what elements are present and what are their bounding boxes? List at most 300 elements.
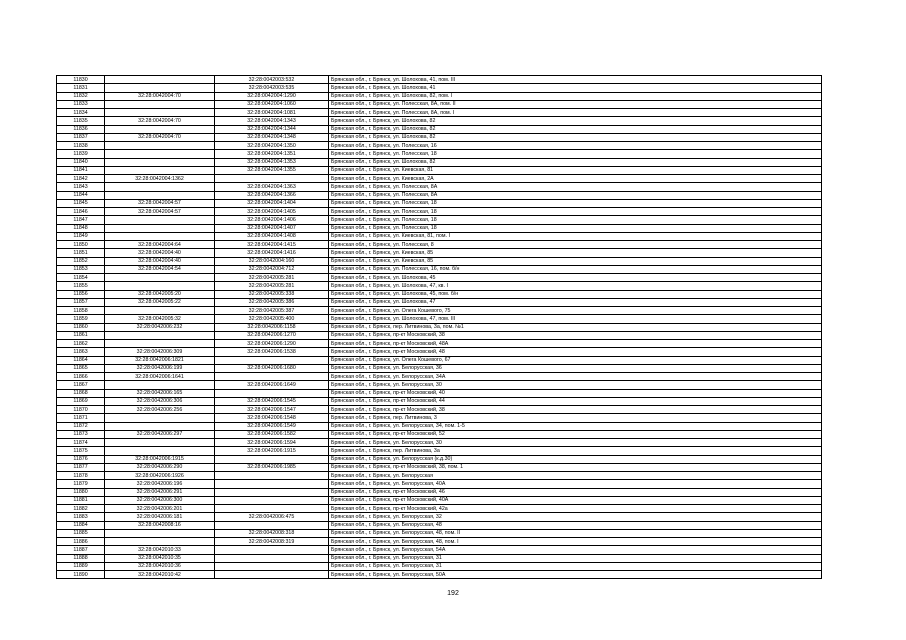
row-number-cell: 11841 — [57, 166, 105, 174]
row-number-cell: 11863 — [57, 348, 105, 356]
new-cadastral-number-cell — [215, 521, 329, 529]
new-cadastral-number-cell: 32:28:0042006:1915 — [215, 447, 329, 455]
table-row — [57, 166, 822, 174]
old-cadastral-number-cell: 32:28:0042006:181 — [105, 513, 215, 521]
old-cadastral-number-cell — [105, 158, 215, 166]
old-cadastral-number-cell — [105, 150, 215, 158]
old-cadastral-number-cell: 32:28:0042006:1915 — [105, 455, 215, 463]
new-cadastral-number-cell: 32:28:0042004:1344 — [215, 125, 329, 133]
table-row — [57, 92, 822, 100]
new-cadastral-number-cell: 32:28:0042006:1158 — [215, 323, 329, 331]
table-row — [57, 84, 822, 92]
row-number-cell: 11871 — [57, 414, 105, 422]
new-cadastral-number-cell: 32:28:0042004:1343 — [215, 117, 329, 125]
address-cell: Брянская обл., г. Брянск, ул. Киевская, 81, пом. I — [329, 232, 822, 240]
table-row — [57, 554, 822, 562]
old-cadastral-number-cell — [105, 331, 215, 339]
table-row — [57, 364, 822, 372]
address-cell: Брянская обл., г. Брянск, ул. Киевская, 2А — [329, 175, 822, 183]
address-cell: Брянская обл., г. Брянск, ул. Шолохова, 82 — [329, 158, 822, 166]
address-cell: Брянская обл., г. Брянск, ул. Белорусская, 48, пом. I — [329, 538, 822, 546]
row-number-cell: 11884 — [57, 521, 105, 529]
table-row — [57, 133, 822, 141]
row-number-cell: 11838 — [57, 142, 105, 150]
table-row — [57, 109, 822, 117]
new-cadastral-number-cell: 32:28:0042004:1351 — [215, 150, 329, 158]
old-cadastral-number-cell: 32:28:0042005:22 — [105, 298, 215, 306]
row-number-cell: 11870 — [57, 406, 105, 414]
row-number-cell: 11855 — [57, 282, 105, 290]
table-row — [57, 496, 822, 504]
new-cadastral-number-cell: 32:28:0042003:535 — [215, 84, 329, 92]
row-number-cell: 11881 — [57, 496, 105, 504]
table-row — [57, 117, 822, 125]
table-row — [57, 274, 822, 282]
row-number-cell: 11869 — [57, 397, 105, 405]
address-cell: Брянская обл., г. Брянск, ул. Белорусская, 30 — [329, 381, 822, 389]
table-row — [57, 257, 822, 265]
row-number-cell: 11873 — [57, 430, 105, 438]
old-cadastral-number-cell — [105, 422, 215, 430]
table-row — [57, 430, 822, 438]
old-cadastral-number-cell — [105, 232, 215, 240]
table-row — [57, 389, 822, 397]
table-row — [57, 125, 822, 133]
new-cadastral-number-cell: 32:28:0042005:281 — [215, 274, 329, 282]
row-number-cell: 11887 — [57, 546, 105, 554]
address-cell: Брянская обл., г. Брянск, ул. Полесская, 18 — [329, 150, 822, 158]
row-number-cell: 11849 — [57, 232, 105, 240]
old-cadastral-number-cell: 32:28:0042006:199 — [105, 364, 215, 372]
old-cadastral-number-cell: 32:28:0042006:297 — [105, 430, 215, 438]
table-row — [57, 373, 822, 381]
address-cell: Брянская обл., г. Брянск, ул. Белорусская, 48, пом. II — [329, 529, 822, 537]
new-cadastral-number-cell: 32:28:0042006:1594 — [215, 439, 329, 447]
table-row — [57, 142, 822, 150]
table-row — [57, 480, 822, 488]
table-row — [57, 331, 822, 339]
row-number-cell: 11862 — [57, 340, 105, 348]
old-cadastral-number-cell: 32:28:0042006:300 — [105, 496, 215, 504]
address-cell: Брянская обл., г. Брянск, ул. Белорусская, 54А — [329, 546, 822, 554]
new-cadastral-number-cell — [215, 562, 329, 570]
table-row — [57, 183, 822, 191]
row-number-cell: 11874 — [57, 439, 105, 447]
old-cadastral-number-cell: 32:28:0042006:232 — [105, 323, 215, 331]
new-cadastral-number-cell: 32:28:0042006:1985 — [215, 463, 329, 471]
new-cadastral-number-cell: 32:28:0042005:281 — [215, 282, 329, 290]
table-row — [57, 447, 822, 455]
new-cadastral-number-cell: 32:28:0042004:1405 — [215, 208, 329, 216]
address-cell: Брянская обл., г. Брянск, пр-кт Московский, 40А — [329, 496, 822, 504]
old-cadastral-number-cell — [105, 447, 215, 455]
row-number-cell: 11853 — [57, 265, 105, 273]
new-cadastral-number-cell: 32:28:0042005:386 — [215, 298, 329, 306]
new-cadastral-number-cell: 32:28:0042004:1407 — [215, 224, 329, 232]
new-cadastral-number-cell: 32:28:0042006:1547 — [215, 406, 329, 414]
address-cell: Брянская обл., г. Брянск, ул. Шолохова, 41 — [329, 84, 822, 92]
row-number-cell: 11845 — [57, 199, 105, 207]
new-cadastral-number-cell: 32:28:0042006:1545 — [215, 397, 329, 405]
row-number-cell: 11876 — [57, 455, 105, 463]
address-cell: Брянская обл., г. Брянск, ул. Полесская, 18 — [329, 216, 822, 224]
table-row — [57, 76, 822, 84]
table-row — [57, 463, 822, 471]
table-row — [57, 472, 822, 480]
address-cell: Брянская обл., г. Брянск, ул. Шолохова, 82, пом. I — [329, 92, 822, 100]
old-cadastral-number-cell: 32:28:0042006:165 — [105, 389, 215, 397]
address-cell: Брянская обл., г. Брянск, ул. Белорусская, 34А — [329, 373, 822, 381]
row-number-cell: 11843 — [57, 183, 105, 191]
new-cadastral-number-cell — [215, 546, 329, 554]
address-cell: Брянская обл., г. Брянск, пр-кт Московский, 38, пом. 1 — [329, 463, 822, 471]
table-row — [57, 397, 822, 405]
new-cadastral-number-cell — [215, 496, 329, 504]
new-cadastral-number-cell: 32:28:0042005:387 — [215, 307, 329, 315]
old-cadastral-number-cell — [105, 100, 215, 108]
table-row — [57, 282, 822, 290]
address-cell: Брянская обл., г. Брянск, ул. Шолохова, 82 — [329, 125, 822, 133]
old-cadastral-number-cell — [105, 125, 215, 133]
address-cell: Брянская обл., г. Брянск, пр-кт Московский, 48 — [329, 348, 822, 356]
row-number-cell: 11879 — [57, 480, 105, 488]
address-cell: Брянская обл., г. Брянск, ул. Белорусская, 32 — [329, 513, 822, 521]
table-row — [57, 406, 822, 414]
new-cadastral-number-cell — [215, 480, 329, 488]
old-cadastral-number-cell: 32:28:0042004:70 — [105, 117, 215, 125]
address-cell: Брянская обл., г. Брянск, ул. Киевская, 85 — [329, 249, 822, 257]
table-row — [57, 521, 822, 529]
row-number-cell: 11875 — [57, 447, 105, 455]
table-row — [57, 208, 822, 216]
old-cadastral-number-cell: 32:28:0042008:16 — [105, 521, 215, 529]
row-number-cell: 11890 — [57, 571, 105, 579]
row-number-cell: 11877 — [57, 463, 105, 471]
old-cadastral-number-cell: 32:28:0042006:1641 — [105, 373, 215, 381]
row-number-cell: 11842 — [57, 175, 105, 183]
old-cadastral-number-cell: 32:28:0042004:1362 — [105, 175, 215, 183]
row-number-cell: 11832 — [57, 92, 105, 100]
address-cell: Брянская обл., г. Брянск, пер. Литвинова, 3 — [329, 414, 822, 422]
row-number-cell: 11885 — [57, 529, 105, 537]
row-number-cell: 11886 — [57, 538, 105, 546]
row-number-cell: 11878 — [57, 472, 105, 480]
new-cadastral-number-cell: 32:28:0042004:160 — [215, 257, 329, 265]
row-number-cell: 11861 — [57, 331, 105, 339]
table-row — [57, 191, 822, 199]
old-cadastral-number-cell — [105, 109, 215, 117]
row-number-cell: 11851 — [57, 249, 105, 257]
new-cadastral-number-cell: 32:28:0042004:712 — [215, 265, 329, 273]
old-cadastral-number-cell: 32:28:0042004:70 — [105, 133, 215, 141]
old-cadastral-number-cell: 32:28:0042004:54 — [105, 265, 215, 273]
table-row — [57, 100, 822, 108]
address-cell: Брянская обл., г. Брянск, ул. Олега Кошевого, 67 — [329, 356, 822, 364]
row-number-cell: 11835 — [57, 117, 105, 125]
address-cell: Брянская обл., г. Брянск, пр-кт Московский, 44 — [329, 397, 822, 405]
table-row — [57, 175, 822, 183]
row-number-cell: 11882 — [57, 505, 105, 513]
row-number-cell: 11860 — [57, 323, 105, 331]
row-number-cell: 11836 — [57, 125, 105, 133]
row-number-cell: 11848 — [57, 224, 105, 232]
new-cadastral-number-cell — [215, 554, 329, 562]
new-cadastral-number-cell: 32:28:0042006:1582 — [215, 430, 329, 438]
address-cell: Брянская обл., г. Брянск, ул. Полесская, 16, пом. б/н — [329, 265, 822, 273]
address-cell: Брянская обл., г. Брянск, ул. Белорусская, 36 — [329, 364, 822, 372]
address-cell: Брянская обл., г. Брянск, пр-кт Московский, 48А — [329, 340, 822, 348]
address-cell: Брянская обл., г. Брянск, ул. Шолохова, 47 — [329, 298, 822, 306]
address-cell: Брянская обл., г. Брянск, пр-кт Московский, 46 — [329, 488, 822, 496]
row-number-cell: 11883 — [57, 513, 105, 521]
new-cadastral-number-cell: 32:28:0042006:1270 — [215, 331, 329, 339]
row-number-cell: 11857 — [57, 298, 105, 306]
table-row — [57, 199, 822, 207]
address-cell: Брянская обл., г. Брянск, ул. Шолохова, 47, пом. III — [329, 315, 822, 323]
address-cell: Брянская обл., г. Брянск, ул. Белорусская, 31 — [329, 554, 822, 562]
new-cadastral-number-cell: 32:28:0042003:532 — [215, 76, 329, 84]
row-number-cell: 11868 — [57, 389, 105, 397]
table-row — [57, 455, 822, 463]
table-row — [57, 422, 822, 430]
row-number-cell: 11846 — [57, 208, 105, 216]
new-cadastral-number-cell: 32:28:0042005:338 — [215, 290, 329, 298]
old-cadastral-number-cell — [105, 142, 215, 150]
old-cadastral-number-cell: 32:28:0042006:256 — [105, 406, 215, 414]
old-cadastral-number-cell: 32:28:0042004:57 — [105, 199, 215, 207]
table-row — [57, 529, 822, 537]
old-cadastral-number-cell — [105, 216, 215, 224]
new-cadastral-number-cell — [215, 175, 329, 183]
old-cadastral-number-cell: 32:28:0042010:36 — [105, 562, 215, 570]
old-cadastral-number-cell — [105, 183, 215, 191]
old-cadastral-number-cell — [105, 414, 215, 422]
table-row — [57, 348, 822, 356]
old-cadastral-number-cell — [105, 224, 215, 232]
new-cadastral-number-cell: 32:28:0042006:1290 — [215, 340, 329, 348]
old-cadastral-number-cell — [105, 274, 215, 282]
old-cadastral-number-cell: 32:28:0042006:309 — [105, 348, 215, 356]
old-cadastral-number-cell — [105, 340, 215, 348]
cadastral-table-body — [57, 76, 822, 579]
table-row — [57, 249, 822, 257]
address-cell: Брянская обл., г. Брянск, ул. Полесская, 8А, пом. I — [329, 109, 822, 117]
old-cadastral-number-cell: 32:28:0042005:32 — [105, 315, 215, 323]
address-cell: Брянская обл., г. Брянск, ул. Белорусская — [329, 472, 822, 480]
row-number-cell: 11867 — [57, 381, 105, 389]
new-cadastral-number-cell: 32:28:0042004:1350 — [215, 142, 329, 150]
row-number-cell: 11834 — [57, 109, 105, 117]
row-number-cell: 11859 — [57, 315, 105, 323]
address-cell: Брянская обл., г. Брянск, пр-кт Московский, 38 — [329, 406, 822, 414]
new-cadastral-number-cell: 32:28:0042004:1353 — [215, 158, 329, 166]
old-cadastral-number-cell: 32:28:0042004:40 — [105, 249, 215, 257]
new-cadastral-number-cell: 32:28:0042004:1408 — [215, 232, 329, 240]
old-cadastral-number-cell — [105, 529, 215, 537]
old-cadastral-number-cell — [105, 439, 215, 447]
row-number-cell: 11831 — [57, 84, 105, 92]
table-row — [57, 505, 822, 513]
new-cadastral-number-cell: 32:28:0042004:1406 — [215, 216, 329, 224]
new-cadastral-number-cell: 32:28:0042006:1549 — [215, 422, 329, 430]
row-number-cell: 11854 — [57, 274, 105, 282]
new-cadastral-number-cell: 32:28:0042004:1415 — [215, 241, 329, 249]
row-number-cell: 11889 — [57, 562, 105, 570]
address-cell: Брянская обл., г. Брянск, ул. Киевская, 85 — [329, 257, 822, 265]
address-cell: Брянская обл., г. Брянск, ул. Олега Кошевого, 75 — [329, 307, 822, 315]
old-cadastral-number-cell: 32:28:0042004:40 — [105, 257, 215, 265]
new-cadastral-number-cell: 32:28:0042006:1548 — [215, 414, 329, 422]
address-cell: Брянская обл., г. Брянск, ул. Шолохова, 82 — [329, 133, 822, 141]
row-number-cell: 11880 — [57, 488, 105, 496]
row-number-cell: 11833 — [57, 100, 105, 108]
new-cadastral-number-cell: 32:28:0042004:1290 — [215, 92, 329, 100]
address-cell: Брянская обл., г. Брянск, ул. Шолохова, 45, пом. б/н — [329, 290, 822, 298]
old-cadastral-number-cell — [105, 381, 215, 389]
address-cell: Брянская обл., г. Брянск, ул. Полесская, 8 — [329, 241, 822, 249]
old-cadastral-number-cell: 32:28:0042010:42 — [105, 571, 215, 579]
row-number-cell: 11856 — [57, 290, 105, 298]
new-cadastral-number-cell: 32:28:0042004:1366 — [215, 191, 329, 199]
address-cell: Брянская обл., г. Брянск, ул. Полесская, 18 — [329, 199, 822, 207]
old-cadastral-number-cell: 32:28:0042006:306 — [105, 397, 215, 405]
address-cell: Брянская обл., г. Брянск, ул. Киевская, 81 — [329, 166, 822, 174]
address-cell: Брянская обл., г. Брянск, пр-кт Московский, 42а — [329, 505, 822, 513]
row-number-cell: 11872 — [57, 422, 105, 430]
old-cadastral-number-cell: 32:28:0042006:196 — [105, 480, 215, 488]
new-cadastral-number-cell — [215, 472, 329, 480]
address-cell: Брянская обл., г. Брянск, ул. Шолохова, 82 — [329, 117, 822, 125]
row-number-cell: 11888 — [57, 554, 105, 562]
address-cell: Брянская обл., г. Брянск, ул. Белорусская, 48 — [329, 521, 822, 529]
row-number-cell: 11830 — [57, 76, 105, 84]
table-row — [57, 513, 822, 521]
row-number-cell: 11852 — [57, 257, 105, 265]
old-cadastral-number-cell: 32:28:0042006:1926 — [105, 472, 215, 480]
old-cadastral-number-cell — [105, 166, 215, 174]
row-number-cell: 11844 — [57, 191, 105, 199]
row-number-cell: 11866 — [57, 373, 105, 381]
address-cell: Брянская обл., г. Брянск, ул. Шолохова, 47, кв. I — [329, 282, 822, 290]
cadastral-table — [56, 75, 822, 579]
address-cell: Брянская обл., г. Брянск, ул. Полесская, 16 — [329, 142, 822, 150]
table-row — [57, 216, 822, 224]
address-cell: Брянская обл., г. Брянск, ул. Шолохова, 45 — [329, 274, 822, 282]
row-number-cell: 11837 — [57, 133, 105, 141]
new-cadastral-number-cell: 32:28:0042004:1416 — [215, 249, 329, 257]
address-cell: Брянская обл., г. Брянск, пр-кт Московский, 40 — [329, 389, 822, 397]
row-number-cell: 11850 — [57, 241, 105, 249]
table-row — [57, 538, 822, 546]
table-row — [57, 298, 822, 306]
new-cadastral-number-cell: 32:28:0042006:1649 — [215, 381, 329, 389]
new-cadastral-number-cell: 32:28:0042004:1060 — [215, 100, 329, 108]
new-cadastral-number-cell: 32:28:0042006:475 — [215, 513, 329, 521]
table-row — [57, 488, 822, 496]
new-cadastral-number-cell: 32:28:0042004:1404 — [215, 199, 329, 207]
address-cell: Брянская обл., г. Брянск, ул. Белорусская, 50А — [329, 571, 822, 579]
new-cadastral-number-cell: 32:28:0042005:400 — [215, 315, 329, 323]
new-cadastral-number-cell: 32:28:0042008:319 — [215, 538, 329, 546]
address-cell: Брянская обл., г. Брянск, ул. Полесская, 18 — [329, 224, 822, 232]
table-row — [57, 158, 822, 166]
address-cell: Брянская обл., г. Брянск, пр-кт Московский, 52 — [329, 430, 822, 438]
row-number-cell: 11865 — [57, 364, 105, 372]
address-cell: Брянская обл., г. Брянск, ул. Полесская, 8А — [329, 191, 822, 199]
old-cadastral-number-cell: 32:28:0042006:201 — [105, 505, 215, 513]
row-number-cell: 11864 — [57, 356, 105, 364]
old-cadastral-number-cell — [105, 191, 215, 199]
old-cadastral-number-cell — [105, 84, 215, 92]
old-cadastral-number-cell — [105, 307, 215, 315]
new-cadastral-number-cell — [215, 488, 329, 496]
table-row — [57, 562, 822, 570]
row-number-cell: 11847 — [57, 216, 105, 224]
old-cadastral-number-cell: 32:28:0042006:1821 — [105, 356, 215, 364]
address-cell: Брянская обл., г. Брянск, ул. Полесская, 8А, пом. II — [329, 100, 822, 108]
old-cadastral-number-cell: 32:28:0042005:20 — [105, 290, 215, 298]
new-cadastral-number-cell: 32:28:0042006:1680 — [215, 364, 329, 372]
table-row — [57, 381, 822, 389]
address-cell: Брянская обл., г. Брянск, ул. Белорусская, 34, пом. 1-5 — [329, 422, 822, 430]
address-cell: Брянская обл., г. Брянск, пер. Литвинова, 3а, пом. №1 — [329, 323, 822, 331]
table-row — [57, 265, 822, 273]
table-row — [57, 546, 822, 554]
new-cadastral-number-cell: 32:28:0042004:1363 — [215, 183, 329, 191]
old-cadastral-number-cell: 32:28:0042004:64 — [105, 241, 215, 249]
new-cadastral-number-cell — [215, 571, 329, 579]
old-cadastral-number-cell — [105, 538, 215, 546]
address-cell: Брянская обл., г. Брянск, ул. Белорусская, 30 — [329, 439, 822, 447]
old-cadastral-number-cell: 32:28:0042010:35 — [105, 554, 215, 562]
new-cadastral-number-cell: 32:28:0042008:318 — [215, 529, 329, 537]
table-row — [57, 290, 822, 298]
new-cadastral-number-cell — [215, 505, 329, 513]
table-row — [57, 414, 822, 422]
new-cadastral-number-cell: 32:28:0042004:1348 — [215, 133, 329, 141]
old-cadastral-number-cell: 32:28:0042006:291 — [105, 488, 215, 496]
table-row — [57, 224, 822, 232]
table-row — [57, 439, 822, 447]
table-row — [57, 232, 822, 240]
old-cadastral-number-cell: 32:28:0042010:33 — [105, 546, 215, 554]
address-cell: Брянская обл., г. Брянск, ул. Белорусская, 40А — [329, 480, 822, 488]
old-cadastral-number-cell: 32:28:0042004:57 — [105, 208, 215, 216]
address-cell: Брянская обл., г. Брянск, ул. Белорусская (к.д.30) — [329, 455, 822, 463]
address-cell: Брянская обл., г. Брянск, ул. Шолохова, 41, пом. III — [329, 76, 822, 84]
new-cadastral-number-cell: 32:28:0042004:1355 — [215, 166, 329, 174]
address-cell: Брянская обл., г. Брянск, ул. Белорусская, 31 — [329, 562, 822, 570]
new-cadastral-number-cell — [215, 356, 329, 364]
new-cadastral-number-cell — [215, 389, 329, 397]
new-cadastral-number-cell — [215, 455, 329, 463]
old-cadastral-number-cell — [105, 76, 215, 84]
row-number-cell: 11858 — [57, 307, 105, 315]
address-cell: Брянская обл., г. Брянск, пер. Литвинова, 3а — [329, 447, 822, 455]
old-cadastral-number-cell: 32:28:0042006:290 — [105, 463, 215, 471]
address-cell: Брянская обл., г. Брянск, пр-кт Московский, 38 — [329, 331, 822, 339]
old-cadastral-number-cell: 32:28:0042004:70 — [105, 92, 215, 100]
table-row — [57, 571, 822, 579]
table-row — [57, 315, 822, 323]
row-number-cell: 11839 — [57, 150, 105, 158]
table-row — [57, 340, 822, 348]
new-cadastral-number-cell — [215, 373, 329, 381]
row-number-cell: 11840 — [57, 158, 105, 166]
new-cadastral-number-cell: 32:28:0042004:1081 — [215, 109, 329, 117]
page-number: 192 — [447, 590, 459, 597]
table-row — [57, 356, 822, 364]
